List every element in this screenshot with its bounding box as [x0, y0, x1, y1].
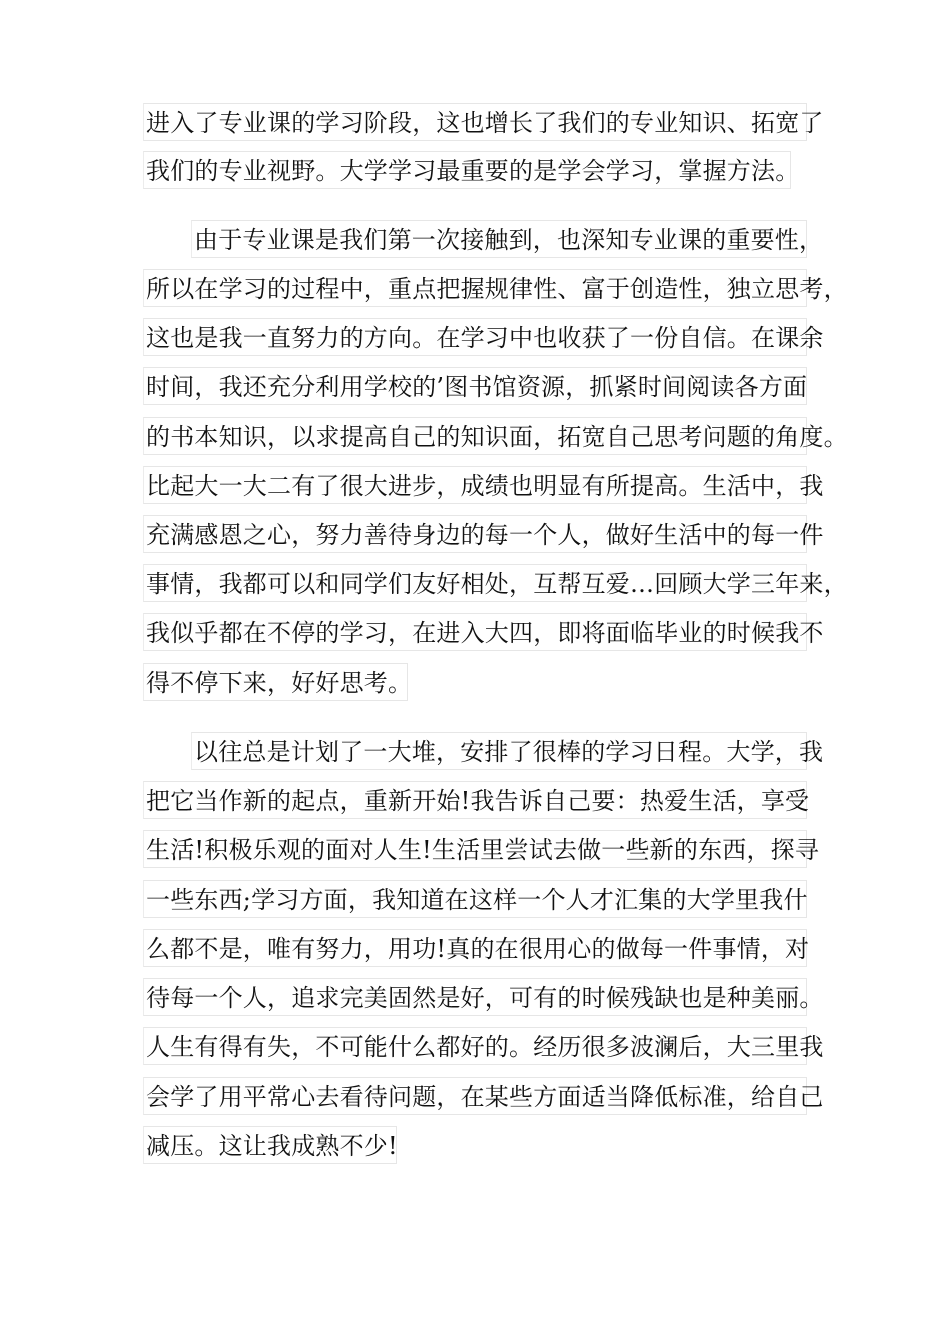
text-line: 比起大一大二有了很大进步，成绩也明显有所提高。生活中，我 — [143, 466, 807, 504]
text-line: 时间，我还充分利用学校的’图书馆资源，抓紧时间阅读各方面 — [143, 367, 807, 405]
text-line: 这也是我一直努力的方向。在学习中也收获了一份自信。在课余 — [143, 318, 807, 356]
text-line: 事情，我都可以和同学们友好相处，互帮互爱…回顾大学三年来， — [143, 564, 807, 602]
text-line: 一些东西;学习方面，我知道在这样一个人才汇集的大学里我什 — [143, 880, 807, 918]
text-line: 所以在学习的过程中，重点把握规律性、富于创造性，独立思考， — [143, 269, 807, 307]
text-line: 会学了用平常心去看待问题，在某些方面适当降低标准，给自己 — [143, 1077, 807, 1115]
text-line: 待每一个人，追求完美固然是好，可有的时候残缺也是种美丽。 — [143, 978, 807, 1016]
text-line: 由于专业课是我们第一次接触到，也深知专业课的重要性， — [191, 220, 807, 258]
text-line: 充满感恩之心，努力善待身边的每一个人，做好生活中的每一件 — [143, 515, 807, 553]
text-line: 把它当作新的起点，重新开始!我告诉自己要：热爱生活，享受 — [143, 781, 807, 819]
text-line: 减压。这让我成熟不少! — [143, 1126, 397, 1164]
text-line: 以往总是计划了一大堆，安排了很棒的学习日程。大学，我 — [191, 732, 807, 770]
text-line: 的书本知识，以求提高自己的知识面，拓宽自己思考问题的角度。 — [143, 417, 807, 455]
text-line: 我似乎都在不停的学习，在进入大四，即将面临毕业的时候我不 — [143, 613, 807, 651]
text-line: 进入了专业课的学习阶段，这也增长了我们的专业知识、拓宽了 — [143, 103, 807, 141]
text-line: 么都不是，唯有努力，用功!真的在很用心的做每一件事情，对 — [143, 929, 807, 967]
text-line: 我们的专业视野。大学学习最重要的是学会学习，掌握方法。 — [143, 151, 791, 189]
text-line: 人生有得有失，不可能什么都好的。经历很多波澜后，大三里我 — [143, 1027, 807, 1065]
text-line: 生活!积极乐观的面对人生!生活里尝试去做一些新的东西，探寻 — [143, 830, 807, 868]
text-line: 得不停下来，好好思考。 — [143, 663, 408, 701]
